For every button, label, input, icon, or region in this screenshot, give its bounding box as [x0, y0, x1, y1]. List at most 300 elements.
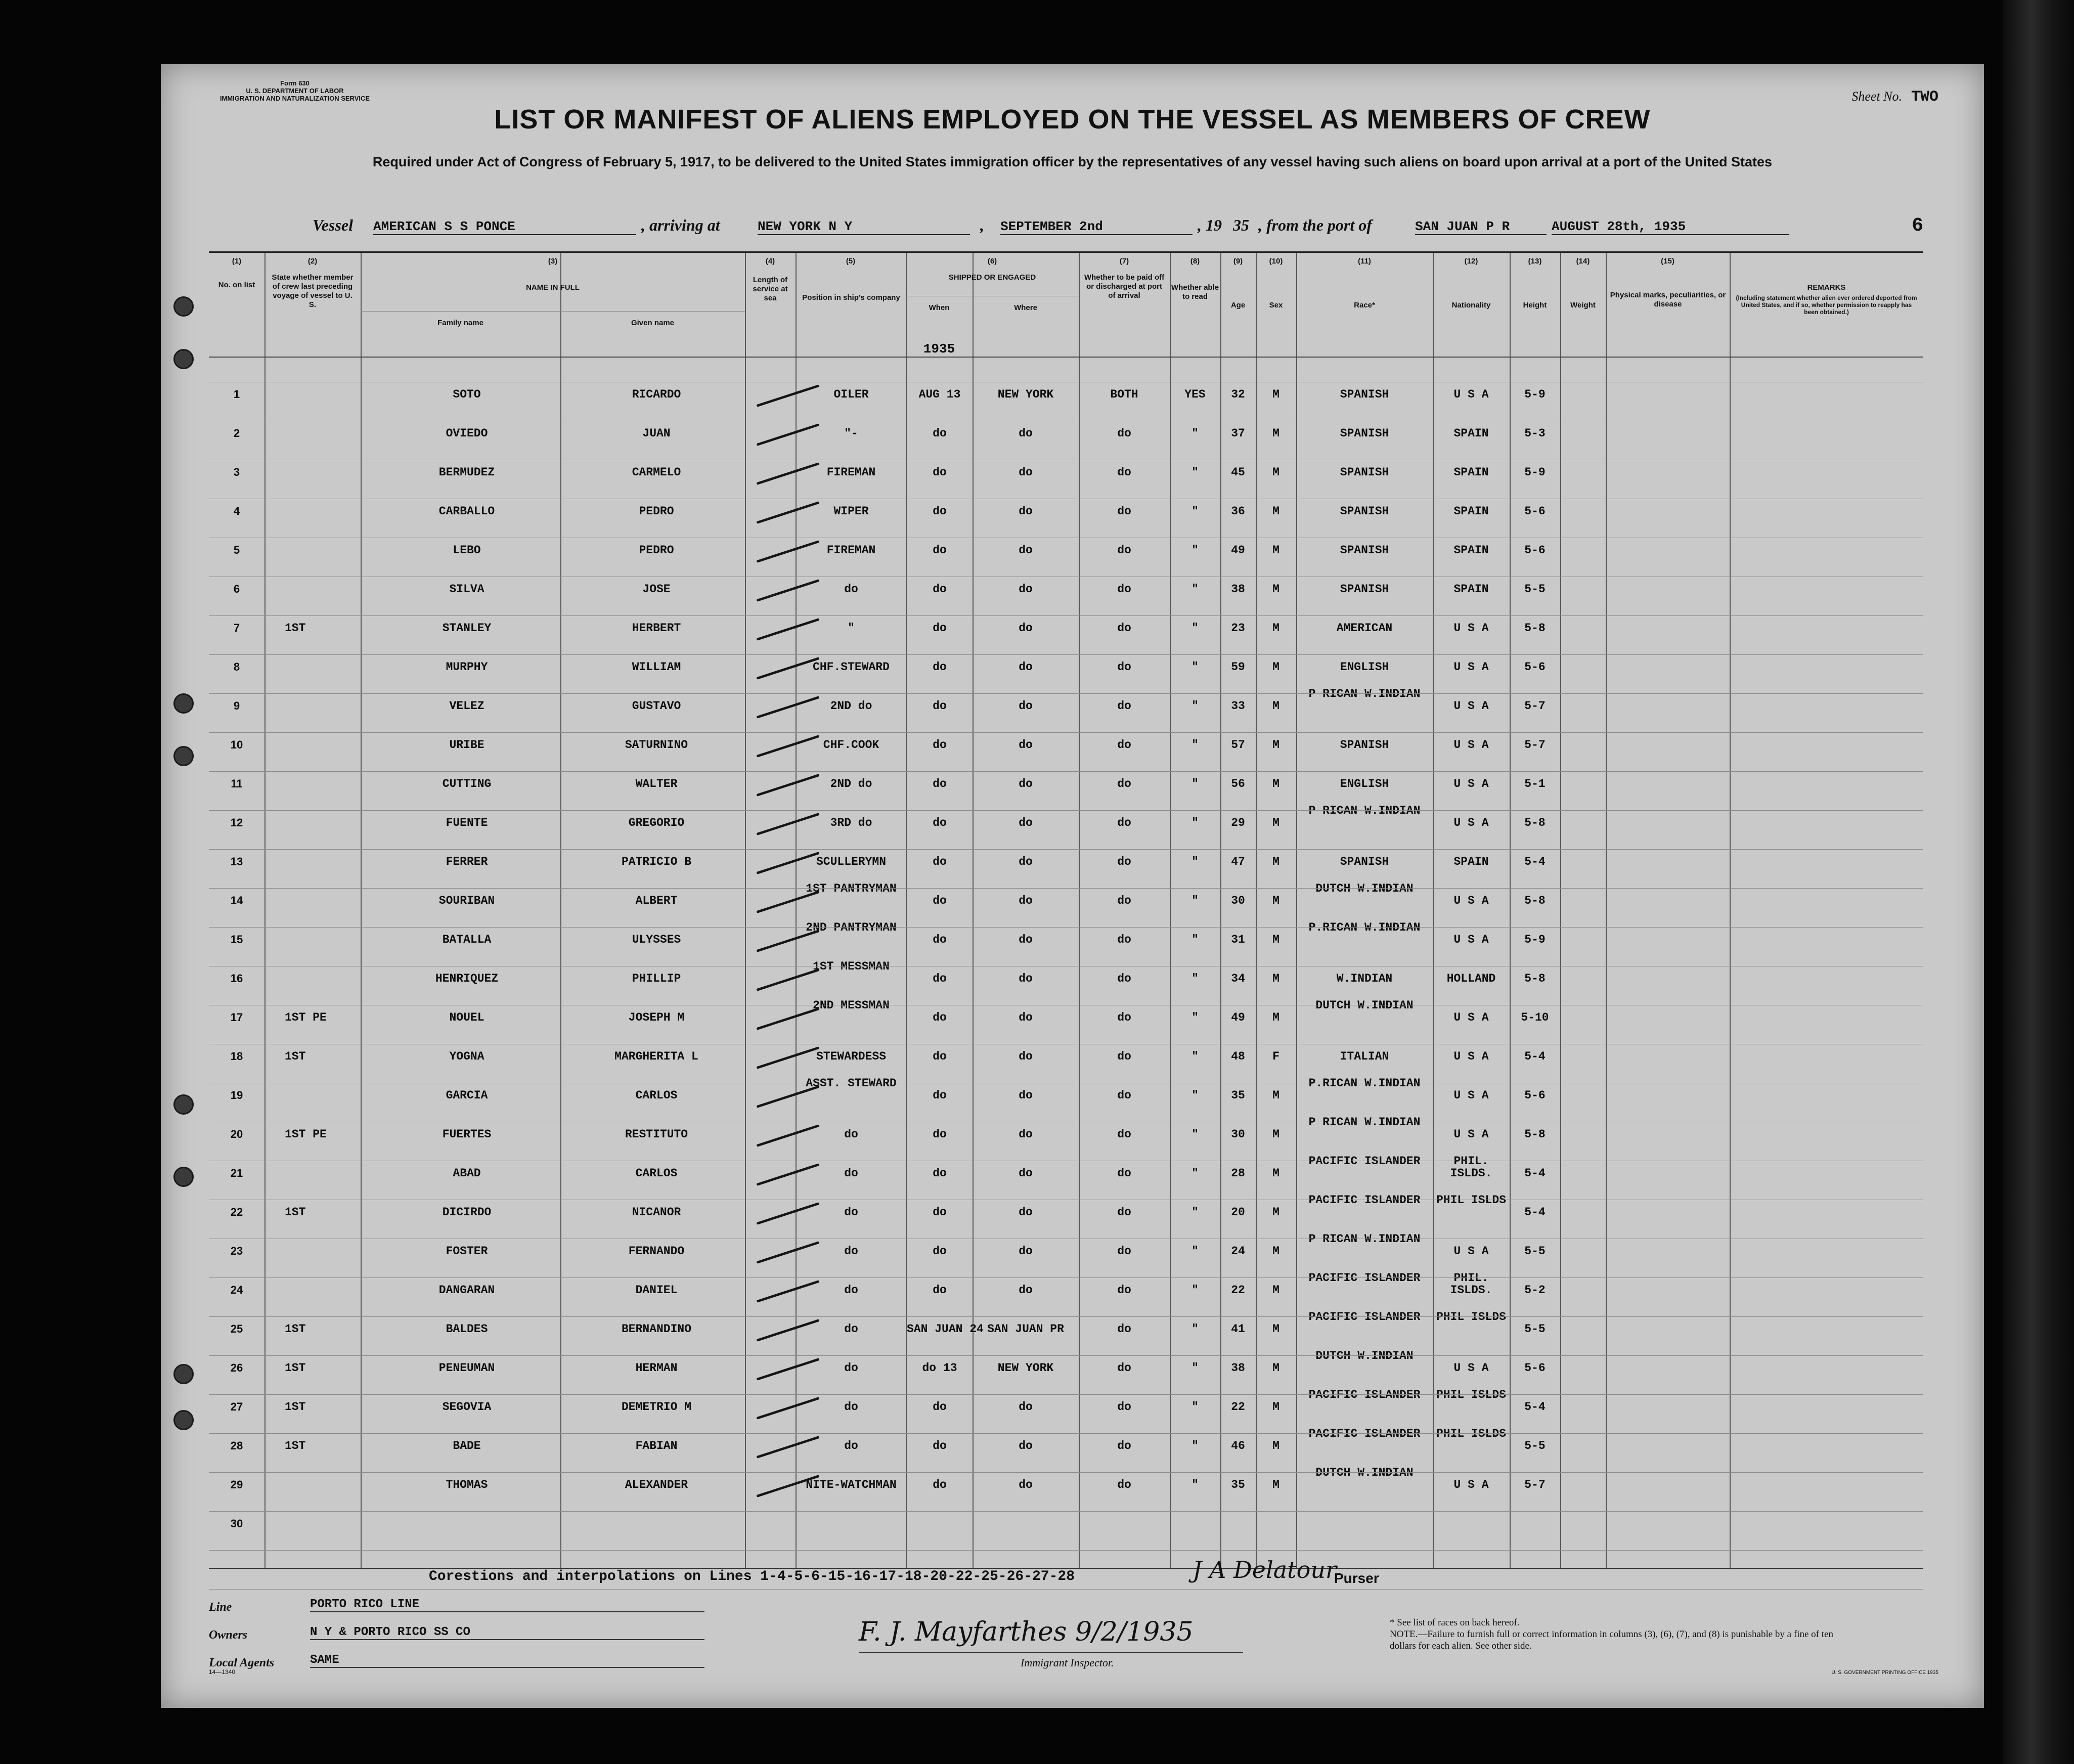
paid-off-cell: do [1117, 660, 1131, 674]
family-name-cell: FERRER [446, 855, 488, 868]
position-cell: do [844, 1245, 858, 1258]
able-read-cell: " [1192, 544, 1199, 557]
col-shipped: SHIPPED OR ENGAGED [948, 273, 1036, 282]
punch-hole [173, 296, 194, 317]
race-cell: PACIFIC ISLANDER [1308, 1155, 1421, 1168]
nationality-cell: PHIL ISLDS [1436, 1388, 1507, 1401]
vessel-label: Vessel [313, 216, 353, 234]
previous-voyage: 1ST [285, 1206, 306, 1219]
age-cell: 47 [1231, 855, 1245, 868]
manifest-sheet [161, 64, 1984, 1708]
where-cell: do [1019, 738, 1033, 752]
sex-cell: M [1272, 544, 1279, 557]
col-age: Age [1230, 301, 1246, 310]
height-cell: 5-4 [1524, 1167, 1546, 1180]
able-read-cell: " [1192, 1089, 1199, 1102]
position-cell: " [848, 622, 855, 635]
able-read-cell: " [1192, 1400, 1199, 1414]
when-cell: do [933, 1089, 947, 1102]
when-cell: AUG 13 [918, 388, 961, 401]
line-number: 11 [231, 777, 243, 790]
height-cell: 5-9 [1524, 933, 1546, 946]
family-name-cell: THOMAS [446, 1478, 488, 1491]
given-name-cell: DANIEL [635, 1284, 678, 1297]
sex-cell: M [1272, 1361, 1279, 1375]
line-number: 7 [233, 622, 240, 634]
family-name-cell: SOURIBAN [438, 894, 495, 907]
when-cell: do [933, 427, 947, 440]
race-cell: SPANISH [1340, 738, 1389, 752]
paid-off-cell: do [1117, 427, 1131, 440]
able-read-cell: " [1192, 1439, 1199, 1452]
position-cell: OILER [833, 388, 869, 401]
family-name-cell: OVIEDO [446, 427, 488, 440]
nationality-cell: SPAIN [1453, 583, 1489, 596]
family-name-cell: ABAD [453, 1167, 481, 1180]
col-physical: Physical marks, peculiarities, or disease [1610, 291, 1726, 308]
family-name-cell: STANLEY [442, 622, 492, 635]
given-name-cell: PATRICIO B [621, 855, 692, 868]
sex-cell: M [1272, 855, 1279, 868]
given-name-cell: ALBERT [635, 894, 678, 907]
col-state-whether: State whether member of crew last preceding voyage of vessel to U. S. [272, 273, 354, 309]
sex-cell: M [1272, 622, 1279, 635]
race-cell: P.RICAN W.INDIAN [1308, 1077, 1421, 1090]
sex-cell: M [1272, 1478, 1279, 1491]
race-cell: SPANISH [1340, 583, 1389, 596]
height-cell: 5-3 [1524, 427, 1546, 440]
age-cell: 22 [1231, 1284, 1245, 1297]
when-cell: do [933, 1011, 947, 1024]
line-number: 14 [230, 894, 243, 907]
punch-hole [173, 1167, 194, 1187]
age-cell: 38 [1231, 1361, 1245, 1375]
vessel-value: AMERICAN S S PONCE [373, 219, 636, 235]
height-cell: 5-7 [1524, 1478, 1546, 1491]
page-title: LIST OR MANIFEST OF ALIENS EMPLOYED ON THE VESSEL AS MEMBERS OF CREW [494, 104, 1651, 135]
family-name-cell: SEGOVIA [442, 1400, 492, 1414]
age-cell: 59 [1231, 660, 1245, 674]
race-cell: DUTCH W.INDIAN [1315, 1349, 1414, 1362]
when-cell: do [933, 1439, 947, 1452]
family-name-cell: BADE [453, 1439, 481, 1452]
position-cell: 1ST MESSMAN [813, 960, 890, 973]
inspector-signature-line [859, 1652, 1243, 1653]
age-cell: 36 [1231, 505, 1245, 518]
age-cell: 22 [1231, 1400, 1245, 1414]
service-tick-mark [756, 968, 819, 991]
sex-cell: M [1272, 1245, 1279, 1258]
age-cell: 29 [1231, 816, 1245, 829]
previous-voyage: 1ST [285, 1361, 306, 1375]
where-cell: do [1019, 466, 1033, 479]
family-name-cell: CUTTING [442, 777, 492, 790]
position-cell: NITE-WATCHMAN [806, 1478, 897, 1491]
from-label: , from the port of [1258, 216, 1372, 234]
able-read-cell: " [1192, 427, 1199, 440]
sex-cell: M [1272, 1322, 1279, 1336]
when-cell: do [933, 699, 947, 713]
given-name-cell: HERMAN [635, 1361, 678, 1375]
given-name-cell: NICANOR [632, 1206, 681, 1219]
sex-cell: M [1272, 816, 1279, 829]
age-cell: 31 [1231, 933, 1245, 946]
family-name-cell: VELEZ [449, 699, 484, 713]
date-value: SEPTEMBER 2nd [1000, 219, 1193, 235]
position-cell: SCULLERYMN [816, 855, 887, 868]
line-number: 20 [230, 1128, 243, 1140]
given-name-cell: JUAN [642, 427, 671, 440]
family-name-cell: BERMUDEZ [438, 466, 495, 479]
sex-cell: M [1272, 388, 1279, 401]
where-cell: do [1019, 933, 1033, 946]
nationality-cell: PHIL. ISLDS. [1450, 1271, 1492, 1297]
nationality-cell: U S A [1453, 1245, 1489, 1258]
previous-voyage: 1ST [285, 1050, 306, 1063]
nationality-cell: U S A [1453, 933, 1489, 946]
where-cell: do [1019, 427, 1033, 440]
where-cell: do [1019, 505, 1033, 518]
previous-voyage: 1ST [285, 1400, 306, 1414]
when-cell: SAN JUAN 24 [907, 1322, 984, 1336]
paid-off-cell: do [1117, 855, 1131, 868]
able-read-cell: " [1192, 1361, 1199, 1375]
family-name-cell: CARBALLO [438, 505, 495, 518]
paid-off-cell: do [1117, 1011, 1131, 1024]
position-cell: FIREMAN [826, 466, 876, 479]
family-name-cell: DICIRDO [442, 1206, 492, 1219]
nationality-cell: SPAIN [1453, 505, 1489, 518]
height-cell: 5-8 [1524, 816, 1546, 829]
family-name-cell: BATALLA [442, 933, 492, 946]
when-cell: do [933, 972, 947, 985]
race-cell: SPANISH [1340, 544, 1389, 557]
line-number: 27 [230, 1400, 243, 1413]
given-name-cell: ALEXANDER [625, 1478, 688, 1491]
when-cell: do [933, 894, 947, 907]
sex-cell: M [1272, 933, 1279, 946]
where-cell: do [1019, 699, 1033, 713]
able-read-cell: " [1192, 1050, 1199, 1063]
punch-hole [173, 1094, 194, 1115]
family-name-cell: GARCIA [446, 1089, 488, 1102]
punch-hole [173, 693, 194, 714]
line-number: 23 [230, 1245, 243, 1257]
corrections-note: Corestions and interpolations on Lines 1-4-5-6-15-16-17-18-20-22-25-26-27-28 [429, 1569, 1075, 1584]
given-name-cell: PEDRO [639, 544, 674, 557]
previous-voyage: 1ST [285, 1322, 306, 1336]
height-cell: 5-5 [1524, 1245, 1546, 1258]
line-number: 8 [233, 660, 240, 673]
punch-hole [173, 1410, 194, 1430]
height-cell: 5-7 [1524, 738, 1546, 752]
age-cell: 28 [1231, 1167, 1245, 1180]
paid-off-cell: do [1117, 972, 1131, 985]
able-read-cell: " [1192, 972, 1199, 985]
age-cell: 56 [1231, 777, 1245, 790]
height-cell: 5-10 [1521, 1011, 1549, 1024]
when-cell: do [933, 855, 947, 868]
height-cell: 5-8 [1524, 894, 1546, 907]
nationality-cell: PHIL ISLDS [1436, 1194, 1507, 1207]
paid-off-cell: do [1117, 1361, 1131, 1375]
nationality-cell: SPAIN [1453, 427, 1489, 440]
where-cell: do [1019, 777, 1033, 790]
height-cell: 5-5 [1524, 583, 1546, 596]
col-length-service: Length of service at sea [753, 276, 788, 302]
position-cell: 1ST PANTRYMAN [806, 882, 897, 895]
when-cell: do [933, 466, 947, 479]
nationality-cell: PHIL ISLDS [1436, 1427, 1507, 1440]
race-cell: PACIFIC ISLANDER [1308, 1427, 1421, 1440]
able-read-cell: " [1192, 777, 1199, 790]
age-cell: 32 [1231, 388, 1245, 401]
race-cell: P RICAN W.INDIAN [1308, 1116, 1421, 1129]
nationality-cell: U S A [1453, 699, 1489, 713]
paid-off-cell: do [1117, 1478, 1131, 1491]
line-number: 9 [233, 699, 240, 712]
position-cell: CHF.STEWARD [813, 660, 890, 674]
vessel-line: Vessel AMERICAN S S PONCE , arriving at NEW YORK N Y , SEPTEMBER 2nd , 19 35 , from the port of SAN JUAN P R AUGUST 28th, 1935 [313, 216, 1931, 241]
col-paid-off: Whether to be paid off or discharged at port of arrival [1084, 273, 1165, 300]
line-number: 18 [230, 1050, 243, 1063]
race-cell: DUTCH W.INDIAN [1315, 999, 1414, 1012]
year-prefix: , 19 [1198, 216, 1222, 234]
able-read-cell: " [1192, 622, 1199, 635]
race-cell: PACIFIC ISLANDER [1308, 1310, 1421, 1324]
col-remarks: REMARKS [1807, 283, 1846, 292]
year-suffix: 35 [1233, 216, 1249, 234]
where-cell: do [1019, 972, 1033, 985]
when-cell: do [933, 1284, 947, 1297]
nationality-cell: SPAIN [1453, 466, 1489, 479]
family-name-cell: FOSTER [446, 1245, 488, 1258]
line-number: 4 [233, 505, 240, 517]
age-cell: 34 [1231, 972, 1245, 985]
position-cell: "- [844, 427, 858, 440]
where-cell: do [1019, 1167, 1033, 1180]
family-name-cell: FUENTE [446, 816, 488, 829]
age-cell: 24 [1231, 1245, 1245, 1258]
nationality-cell: PHIL ISLDS [1436, 1310, 1507, 1324]
paid-off-cell: do [1117, 1206, 1131, 1219]
age-cell: 20 [1231, 1206, 1245, 1219]
sex-cell: M [1272, 1400, 1279, 1414]
when-cell: do [933, 583, 947, 596]
family-name-cell: MURPHY [446, 660, 488, 674]
position-cell: 3RD do [830, 816, 872, 829]
able-read-cell: " [1192, 1284, 1199, 1297]
previous-voyage: 1ST PE [285, 1128, 327, 1141]
age-cell: 30 [1231, 894, 1245, 907]
port-value: SAN JUAN P R [1415, 219, 1547, 235]
paid-off-cell: do [1117, 1050, 1131, 1063]
age-cell: 35 [1231, 1089, 1245, 1102]
given-name-cell: WALTER [635, 777, 678, 790]
able-read-cell: " [1192, 855, 1199, 868]
when-cell: do [933, 738, 947, 752]
race-cell: PACIFIC ISLANDER [1308, 1388, 1421, 1401]
punch-hole [173, 349, 194, 369]
given-name-cell: CARLOS [635, 1167, 678, 1180]
nationality-cell: U S A [1453, 777, 1489, 790]
race-cell: AMERICAN [1336, 622, 1393, 635]
when-cell: do [933, 544, 947, 557]
age-cell: 37 [1231, 427, 1245, 440]
age-cell: 49 [1231, 1011, 1245, 1024]
able-read-cell: " [1192, 738, 1199, 752]
when-cell: do [933, 1478, 947, 1491]
scan-edge [2003, 0, 2074, 1764]
paid-off-cell: do [1117, 894, 1131, 907]
race-cell: SPANISH [1340, 427, 1389, 440]
family-name-cell: SOTO [453, 388, 481, 401]
age-cell: 41 [1231, 1322, 1245, 1336]
punch-hole [173, 1364, 194, 1384]
punch-hole [173, 746, 194, 766]
position-cell: do [844, 1322, 858, 1336]
height-cell: 5-8 [1524, 622, 1546, 635]
height-cell: 5-5 [1524, 1439, 1546, 1452]
when-cell: do [933, 1167, 947, 1180]
given-name-cell: BERNANDINO [621, 1322, 692, 1336]
line-number: 28 [230, 1439, 243, 1452]
line-number: 6 [233, 583, 240, 595]
sex-cell: M [1272, 972, 1279, 985]
line-number: 12 [230, 816, 243, 829]
where-cell: do [1019, 1011, 1033, 1024]
col-nationality: Nationality [1451, 301, 1491, 310]
able-read-cell: " [1192, 1206, 1199, 1219]
height-cell: 5-6 [1524, 1089, 1546, 1102]
sex-cell: M [1272, 1011, 1279, 1024]
family-name-cell: LEBO [453, 544, 481, 557]
col-family-name: Family name [437, 319, 483, 327]
arriving-value: NEW YORK N Y [758, 219, 970, 235]
where-cell: NEW YORK [997, 1361, 1054, 1375]
line-number: 1 [233, 388, 240, 401]
position-cell: do [844, 1128, 858, 1141]
race-cell: PACIFIC ISLANDER [1308, 1271, 1421, 1285]
when-cell: do [933, 1050, 947, 1063]
when-cell: do [933, 505, 947, 518]
given-name-cell: SATURNINO [625, 738, 688, 752]
line-number: 10 [230, 738, 243, 751]
paid-off-cell: do [1117, 622, 1131, 635]
age-cell: 48 [1231, 1050, 1245, 1063]
col-height: Height [1523, 301, 1547, 310]
height-cell: 5-6 [1524, 505, 1546, 518]
where-cell: do [1019, 1478, 1033, 1491]
sex-cell: M [1272, 583, 1279, 596]
col-remarks-note: (Including statement whether alien ever ordered deported from United States, and if so, whether permission to reapply has been obtained.) [1736, 294, 1917, 316]
where-cell: do [1019, 544, 1033, 557]
line-number: 5 [233, 544, 240, 556]
where-cell: do [1019, 1128, 1033, 1141]
printer-imprint: U. S. GOVERNMENT PRINTING OFFICE 1935 [1831, 1670, 1938, 1675]
paid-off-cell: do [1117, 1128, 1131, 1141]
position-cell: do [844, 1284, 858, 1297]
paid-off-cell: do [1117, 1322, 1131, 1336]
able-read-cell: " [1192, 699, 1199, 713]
height-cell: 5-8 [1524, 1128, 1546, 1141]
race-cell: PACIFIC ISLANDER [1308, 1194, 1421, 1207]
race-cell: ITALIAN [1340, 1050, 1389, 1063]
given-name-cell: FERNANDO [628, 1245, 685, 1258]
when-cell: do [933, 1245, 947, 1258]
nationality-cell: U S A [1453, 816, 1489, 829]
position-cell: do [844, 1361, 858, 1375]
family-name-cell: BALDES [446, 1322, 488, 1336]
position-cell: STEWARDESS [816, 1050, 887, 1063]
given-name-cell: GREGORIO [628, 816, 685, 829]
page-subtitle: Required under Act of Congress of February 5, 1917, to be delivered to the United States immigration officer by the representatives of any vessel having such aliens on board upon arrival at a port of the United States [372, 154, 1773, 169]
when-cell: do [933, 1128, 947, 1141]
given-name-cell: MARGHERITA L [614, 1050, 698, 1063]
line-number: 22 [230, 1206, 243, 1218]
able-read-cell: YES [1184, 388, 1206, 401]
position-cell: 2ND do [830, 777, 872, 790]
sex-cell: M [1272, 427, 1279, 440]
when-cell: do [933, 1400, 947, 1414]
height-cell: 5-7 [1524, 699, 1546, 713]
inspector-signature: F. J. Mayfarthes 9/2/1935 [859, 1617, 1194, 1647]
line-number: 3 [233, 466, 240, 478]
year-header: 1935 [923, 341, 955, 357]
paid-off-cell: do [1117, 1439, 1131, 1452]
nationality-cell: U S A [1453, 1089, 1489, 1102]
height-cell: 5-2 [1524, 1284, 1546, 1297]
height-cell: 5-4 [1524, 855, 1546, 868]
line-field: Line PORTO RICO LINE [209, 1597, 715, 1617]
line-number: 16 [230, 972, 243, 985]
position-cell: 2ND do [830, 699, 872, 713]
where-cell: do [1019, 1284, 1033, 1297]
page-number: 6 [1912, 215, 1923, 237]
age-cell: 45 [1231, 466, 1245, 479]
line-number: 30 [230, 1517, 243, 1530]
position-cell: WIPER [833, 505, 869, 518]
paid-off-cell: do [1117, 777, 1131, 790]
given-name-cell: JOSE [642, 583, 671, 596]
paid-off-cell: do [1117, 1089, 1131, 1102]
line-number: 21 [230, 1167, 243, 1179]
able-read-cell: " [1192, 894, 1199, 907]
race-cell: SPANISH [1340, 855, 1389, 868]
sex-cell: F [1272, 1050, 1279, 1063]
paid-off-cell: do [1117, 1400, 1131, 1414]
sex-cell: M [1272, 777, 1279, 790]
where-cell: do [1019, 1050, 1033, 1063]
line-number: 17 [230, 1011, 243, 1024]
nationality-cell: U S A [1453, 894, 1489, 907]
given-name-cell: HERBERT [632, 622, 681, 635]
race-cell: SPANISH [1340, 466, 1389, 479]
where-cell: SAN JUAN PR [987, 1322, 1064, 1336]
col-sex: Sex [1269, 301, 1283, 310]
nationality-cell: SPAIN [1453, 855, 1489, 868]
age-cell: 23 [1231, 622, 1245, 635]
able-read-cell: " [1192, 1478, 1199, 1491]
where-cell: do [1019, 660, 1033, 674]
position-cell: do [844, 583, 858, 596]
nationality-cell: PHIL. ISLDS. [1450, 1155, 1492, 1180]
given-name-cell: PHILLIP [632, 972, 681, 985]
col-given-name: Given name [631, 319, 675, 327]
able-read-cell: " [1192, 1128, 1199, 1141]
col-where: Where [1014, 303, 1037, 312]
line-number: 25 [230, 1322, 243, 1335]
